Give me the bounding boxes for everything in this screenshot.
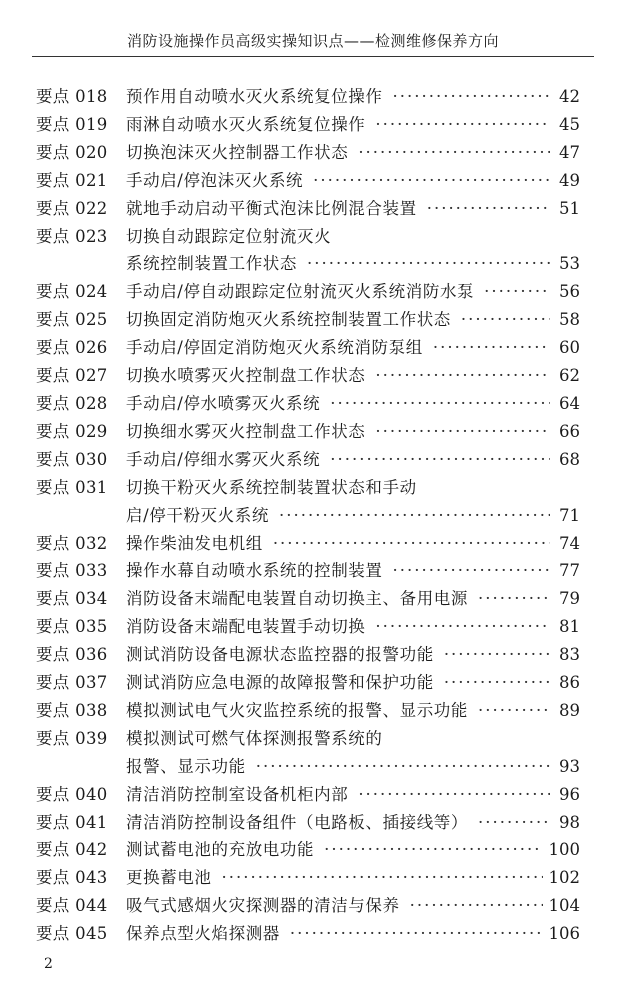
toc-entry-page: 100: [548, 840, 580, 860]
toc-entry-title: 消防设备末端配电装置自动切换主、备用电源: [126, 589, 468, 609]
toc-entry-page: 106: [548, 924, 580, 944]
toc-entry[interactable]: [36, 306, 580, 334]
toc-entry[interactable]: [36, 334, 580, 362]
dot-leader: [324, 836, 542, 864]
toc-entry[interactable]: [36, 390, 580, 418]
toc-entry-title: 手动启/停泡沫灭火系统: [126, 170, 304, 190]
toc-entry-number: 要点 042: [36, 840, 108, 860]
toc-entry-number: 要点 021: [36, 170, 108, 190]
toc-entry-title: 雨淋自动喷水灭火系统复位操作: [126, 114, 366, 134]
toc-entry-title: 消防设备末端配电装置手动切换: [126, 617, 366, 637]
toc-entry-title: 测试消防应急电源的故障报警和保护功能: [126, 673, 434, 693]
toc-entry-number: 要点 039: [36, 728, 108, 748]
toc-entry-title: 操作柴油发电机组: [126, 533, 263, 553]
toc-entry-number: 要点 033: [36, 561, 108, 581]
toc-entry-title: 切换水喷雾灭火控制盘工作状态: [126, 366, 366, 386]
toc-entry[interactable]: [36, 278, 580, 306]
toc-entry-title: 切换固定消防炮灭火系统控制装置工作状态: [126, 310, 451, 330]
dot-leader: [222, 864, 543, 892]
dot-leader: [307, 250, 550, 278]
toc-entry-page: 102: [548, 868, 580, 888]
toc-entry-title: 启/停干粉灭火系统: [126, 505, 269, 525]
dot-leader: [330, 446, 550, 474]
dot-leader: [358, 139, 550, 167]
dot-leader: [478, 809, 550, 837]
dot-leader: [478, 697, 550, 725]
toc-entry-title: 吸气式感烟火灾探测器的清洁与保养: [126, 896, 400, 916]
toc-entry-number: 要点 026: [36, 338, 108, 358]
toc-entry-page: 104: [548, 896, 580, 916]
toc-entry-page: 83: [559, 645, 580, 665]
dot-leader: [478, 585, 550, 613]
toc-entry-page: 74: [559, 533, 580, 553]
toc-entry[interactable]: [36, 725, 580, 781]
toc-entry-number: 要点 035: [36, 617, 108, 637]
toc-entry[interactable]: [36, 836, 580, 864]
toc-entry[interactable]: [36, 418, 580, 446]
toc-entry-page: 81: [559, 617, 580, 637]
toc-entry[interactable]: [36, 223, 580, 279]
toc-entry-number: 要点 028: [36, 393, 108, 413]
dot-leader: [375, 613, 550, 641]
toc-entry-title: 切换泡沫灭火控制器工作状态: [126, 142, 349, 162]
toc-entry-page: 60: [559, 338, 580, 358]
toc-entry-page: 96: [559, 784, 580, 804]
toc-entry-title: 系统控制装置工作状态: [126, 254, 297, 274]
toc-entry-title: 预作用自动喷水灭火系统复位操作: [126, 87, 383, 106]
dot-leader: [444, 641, 550, 669]
toc-entry-title: 操作水幕自动喷水系统的控制装置: [126, 561, 383, 581]
toc-entry-number: 要点 024: [36, 282, 108, 302]
toc-entry-number: 要点 037: [36, 673, 108, 693]
toc-entry[interactable]: [36, 530, 580, 558]
dot-leader: [279, 502, 550, 530]
dot-leader: [256, 753, 550, 781]
page-number: 2: [44, 956, 53, 972]
toc-entry-number: 要点 038: [36, 700, 108, 720]
toc-entry-number: 要点 023: [36, 226, 108, 246]
toc-entry-page: 98: [559, 812, 580, 832]
toc-entry[interactable]: [36, 781, 580, 809]
toc-entry-page: 47: [559, 142, 580, 162]
toc-entry-title: 切换细水雾灭火控制盘工作状态: [126, 421, 366, 441]
toc-entry-number: 要点 020: [36, 142, 108, 162]
toc-entry-page: 51: [559, 198, 580, 218]
dot-leader: [330, 390, 550, 418]
toc-entry-title: 模拟测试可燃气体探测报警系统的: [126, 728, 383, 748]
dot-leader: [375, 362, 550, 390]
toc-entry-page: 68: [559, 449, 580, 469]
toc-entry-number: 要点 032: [36, 533, 108, 553]
toc-entry-page: 79: [559, 589, 580, 609]
toc-entry-number: 要点 040: [36, 784, 108, 804]
toc-entry-page: 77: [559, 561, 580, 581]
header-rule: [32, 56, 594, 57]
toc-entry[interactable]: [36, 167, 580, 195]
toc-entry[interactable]: [36, 613, 580, 641]
dot-leader: [375, 111, 550, 139]
toc-entry[interactable]: [36, 195, 580, 223]
toc-entry-page: 89: [559, 700, 580, 720]
toc-entry[interactable]: [36, 557, 580, 585]
toc-entry-page: 93: [559, 756, 580, 776]
dot-leader: [375, 418, 550, 446]
table-of-contents: [36, 83, 580, 948]
dot-leader: [393, 83, 551, 111]
toc-entry-page: 71: [559, 505, 580, 525]
toc-entry-number: 要点 025: [36, 310, 108, 330]
toc-entry-page: 56: [559, 282, 580, 302]
toc-entry-title: 手动启/停细水雾灭火系统: [126, 449, 321, 469]
toc-entry-page: 64: [559, 393, 580, 413]
dot-leader: [290, 920, 543, 948]
toc-entry-title: 模拟测试电气火灾监控系统的报警、显示功能: [126, 700, 468, 720]
toc-entry[interactable]: [36, 697, 580, 725]
dot-leader: [410, 892, 543, 920]
toc-entry[interactable]: [36, 920, 580, 948]
toc-entry-page: 42: [559, 87, 580, 106]
toc-entry-number: 要点 031: [36, 477, 108, 497]
dot-leader: [313, 167, 550, 195]
toc-entry-number: 要点 036: [36, 645, 108, 665]
toc-entry-number: 要点 029: [36, 421, 108, 441]
toc-entry[interactable]: [36, 111, 580, 139]
toc-entry[interactable]: [36, 669, 580, 697]
toc-entry-number: 要点 043: [36, 868, 108, 888]
toc-entry-title: 切换干粉灭火系统控制装置状态和手动: [126, 477, 417, 497]
toc-entry-number: 要点 045: [36, 924, 108, 944]
toc-entry-number: 要点 019: [36, 114, 108, 134]
dot-leader: [484, 278, 550, 306]
dot-leader: [461, 306, 550, 334]
dot-leader: [358, 781, 550, 809]
toc-entry-title: 保养点型火焰探测器: [126, 924, 280, 944]
toc-entry[interactable]: [36, 809, 580, 837]
toc-entry-number: 要点 030: [36, 449, 108, 469]
toc-entry-title: 手动启/停固定消防炮灭火系统消防泵组: [126, 338, 423, 358]
toc-entry-title: 清洁消防控制设备组件（电路板、插接线等）: [126, 812, 468, 832]
toc-entry-title: 手动启/停水喷雾灭火系统: [126, 393, 321, 413]
toc-entry-title: 更换蓄电池: [126, 868, 212, 888]
toc-entry-page: 53: [559, 254, 580, 274]
running-header: 消防设施操作员高级实操知识点——检测维修保养方向: [126, 32, 499, 50]
toc-entry-page: 45: [559, 114, 580, 134]
toc-entry-page: 62: [559, 366, 580, 386]
toc-entry[interactable]: [36, 892, 580, 920]
toc-entry-number: 要点 034: [36, 589, 108, 609]
toc-entry[interactable]: [36, 83, 580, 111]
toc-entry[interactable]: [36, 474, 580, 530]
toc-entry-title: 清洁消防控制室设备机柜内部: [126, 784, 349, 804]
dot-leader: [427, 195, 550, 223]
toc-entry-title: 报警、显示功能: [126, 756, 246, 776]
toc-entry-number: 要点 041: [36, 812, 108, 832]
toc-entry-number: 要点 044: [36, 896, 108, 916]
toc-entry[interactable]: [36, 641, 580, 669]
toc-entry[interactable]: [36, 362, 580, 390]
toc-entry-title: 切换自动跟踪定位射流灭火: [126, 226, 332, 246]
toc-entry-title: 测试蓄电池的充放电功能: [126, 840, 315, 860]
toc-entry-page: 58: [559, 310, 580, 330]
toc-entry-title: 就地手动启动平衡式泡沫比例混合装置: [126, 198, 417, 218]
toc-entry-number: 要点 022: [36, 198, 108, 218]
toc-entry-number: 要点 027: [36, 366, 108, 386]
toc-entry[interactable]: [36, 446, 580, 474]
toc-entry[interactable]: [36, 585, 580, 613]
toc-entry[interactable]: [36, 864, 580, 892]
dot-leader: [433, 334, 550, 362]
toc-entry-page: 86: [559, 673, 580, 693]
dot-leader: [273, 530, 550, 558]
toc-entry-title: 手动启/停自动跟踪定位射流灭火系统消防水泵: [126, 282, 475, 302]
toc-entry-title: 测试消防设备电源状态监控器的报警功能: [126, 645, 434, 665]
toc-entry-number: 要点 018: [36, 87, 108, 106]
toc-entry[interactable]: [36, 139, 580, 167]
toc-entry-page: 66: [559, 421, 580, 441]
toc-entry-page: 49: [559, 170, 580, 190]
dot-leader: [444, 669, 550, 697]
dot-leader: [393, 557, 551, 585]
